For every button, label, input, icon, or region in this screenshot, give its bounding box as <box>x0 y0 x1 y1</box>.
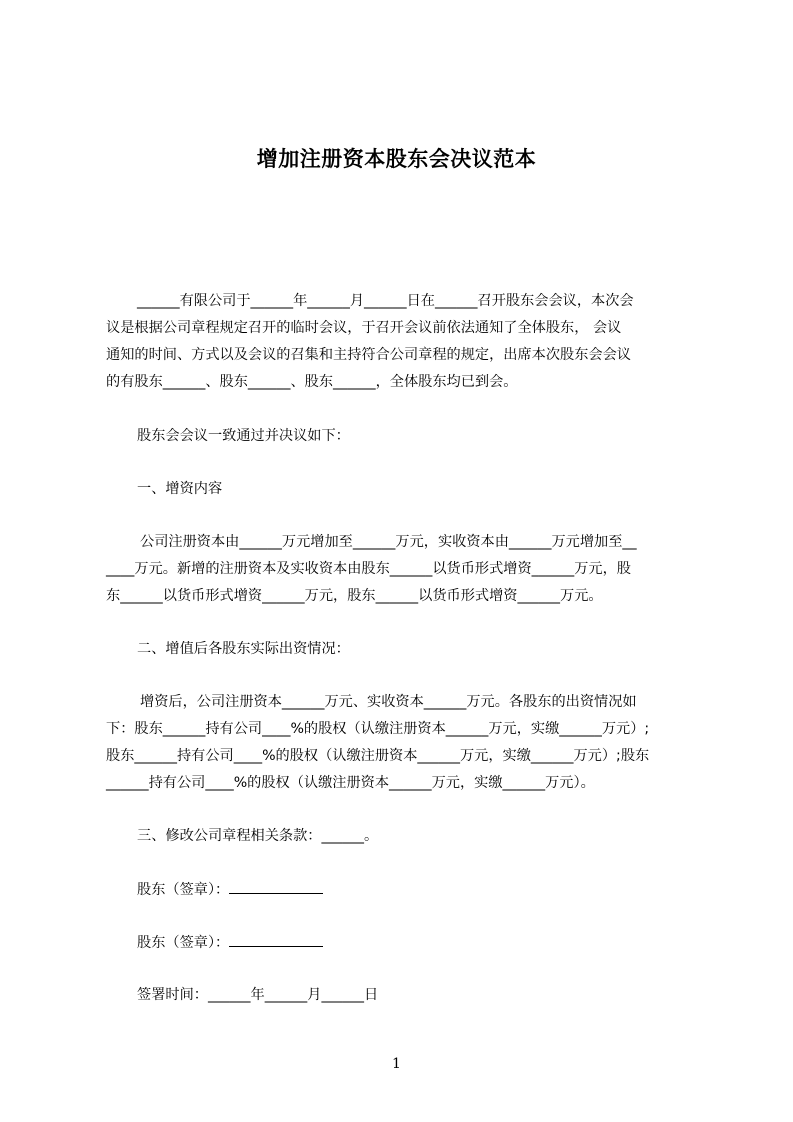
section-2-line-3: 股东______持有公司____%的股权（认缴注册资本______万元，实缴______万元）;股东 <box>106 748 650 764</box>
section-3-heading: 三、修改公司章程相关条款：______。 <box>137 828 379 844</box>
signature-row-2 <box>137 932 323 953</box>
signature-line-1 <box>229 879 323 894</box>
intro-line-1: ______有限公司于______年______月______日在______召开股东会会议，本次会 <box>137 293 634 309</box>
document-title: 增加注册资本股东会决议范本 <box>256 147 537 171</box>
section-1-line-1: 公司注册资本由______万元增加至______万元，实收资本由______万元增加至__ <box>140 534 637 550</box>
intro-line-4: 的有股东______、股东______、股东______，全体股东均已到会。 <box>106 374 518 390</box>
section-2-heading: 二、增值后各股东实际出资情况： <box>137 641 350 657</box>
section-1-line-2: ____万元。新增的注册资本及实收资本由股东______以货币形式增资______万元，股 <box>106 561 631 577</box>
intro-line-3: 通知的时间、方式以及会议的召集和主持符合公司章程的规定，出席本次股东会会议 <box>106 347 631 363</box>
signature-label-1: 股东（签章）： <box>137 882 230 898</box>
section-2-line-2: 下：股东______持有公司____%的股权（认缴注册资本______万元，实缴______万元）; <box>106 721 650 737</box>
intro-line-2: 议是根据公司章程规定召开的临时会议，于召开会议前依法通知了全体股东， 会议 <box>106 320 622 336</box>
signature-row-1 <box>137 879 323 900</box>
section-2-line-1: 增资后，公司注册资本______万元、实收资本______万元。各股东的出资情况如 <box>140 694 637 710</box>
page-number: 1 <box>392 1056 401 1072</box>
signing-date: 签署时间：______年______月______日 <box>137 987 379 1003</box>
section-2-line-4: ______持有公司____%的股权（认缴注册资本______万元，实缴______万元）。 <box>106 775 595 791</box>
signature-line-2 <box>229 932 323 947</box>
signature-label-2: 股东（签章）： <box>137 935 230 951</box>
section-1-heading: 一、增资内容 <box>137 481 223 497</box>
resolution-intro: 股东会会议一致通过并决议如下： <box>137 428 350 444</box>
section-1-line-3: 东______以货币形式增资______万元，股东______以货币形式增资______万元。 <box>106 588 603 604</box>
